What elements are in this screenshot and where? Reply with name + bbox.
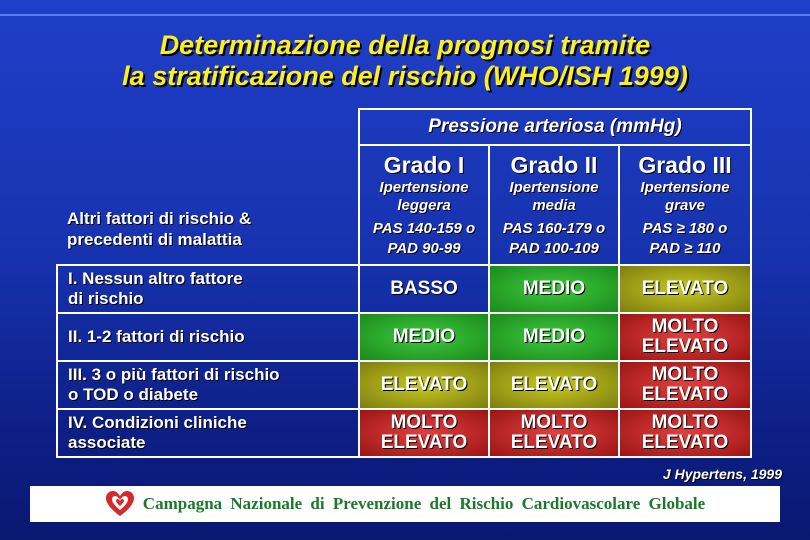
grade-2-name: Grado II <box>510 152 598 178</box>
risk-text: MOLTO <box>651 412 719 433</box>
table-row <box>57 313 751 361</box>
grade-1-pres2: PAD 90-99 <box>387 240 461 257</box>
grade-3-pres2: PAD ≥ 110 <box>649 240 721 257</box>
risk-cell-1-2 <box>489 265 619 313</box>
row-3-label-line-1: III. 3 o più fattori di rischio <box>68 365 280 384</box>
footer-banner <box>30 486 780 522</box>
table-row <box>57 409 751 457</box>
risk-cell-1-3 <box>619 265 751 313</box>
risk-text: MOLTO <box>390 412 458 433</box>
table-row <box>57 265 751 313</box>
grade-3-name: Grado III <box>638 152 732 178</box>
risk-text: MEDIO <box>522 278 586 299</box>
heart-logo-icon <box>105 490 135 518</box>
grade-3-sub1: Ipertensione <box>640 179 730 196</box>
row-4-label-line-2: associate <box>68 433 146 452</box>
grade-1-pres1: PAS 140-159 o <box>372 220 476 237</box>
grade-3-pres1: PAS ≥ 180 o <box>642 220 728 237</box>
risk-text: BASSO <box>390 278 458 299</box>
title-line-1: Determinazione della prognosi tramite <box>159 30 651 60</box>
slide-title <box>0 30 810 92</box>
grade-1-sub1: Ipertensione <box>379 179 469 196</box>
grade-1-header <box>359 145 489 265</box>
risk-text: ELEVATO <box>380 374 468 395</box>
risk-cell-2-1 <box>359 313 489 361</box>
risk-table <box>56 108 752 458</box>
risk-cell-3-1 <box>359 361 489 409</box>
grade-2-sub2: media <box>532 197 576 214</box>
risk-text: MOLTO <box>651 364 719 385</box>
risk-text-2: ELEVATO <box>510 432 598 453</box>
risk-text: ELEVATO <box>641 278 729 299</box>
risk-text: MOLTO <box>651 316 719 337</box>
risk-text-2: ELEVATO <box>641 384 729 405</box>
risk-text: ELEVATO <box>510 374 598 395</box>
pressure-header: Pressione arteriosa (mmHg) <box>359 109 751 145</box>
risk-cell-3-3 <box>619 361 751 409</box>
corner-label <box>57 145 359 265</box>
risk-cell-4-3 <box>619 409 751 457</box>
risk-text-2: ELEVATO <box>641 336 729 357</box>
grade-3-sub2: grave <box>664 197 706 214</box>
row-3-label-line-2: o TOD o diabete <box>68 385 199 404</box>
grade-2-header <box>489 145 619 265</box>
grade-2-sub1: Ipertensione <box>509 179 599 196</box>
title-line-2: la stratificazione del rischio (WHO/ISH 1999) <box>122 61 688 91</box>
risk-cell-4-1 <box>359 409 489 457</box>
grade-3-header <box>619 145 751 265</box>
risk-cell-2-2 <box>489 313 619 361</box>
grade-1-name: Grado I <box>383 152 465 178</box>
grade-2-pres2: PAD 100-109 <box>509 240 599 257</box>
grade-1-sub2: leggera <box>397 197 451 214</box>
corner-label-line-2: precedenti di malattia <box>67 230 242 249</box>
row-1-label-line-1: I. Nessun altro fattore <box>68 269 243 288</box>
table-row <box>57 361 751 409</box>
risk-cell-2-3 <box>619 313 751 361</box>
row-3-label <box>57 361 359 409</box>
risk-cell-1-1 <box>359 265 489 313</box>
top-divider <box>0 14 810 16</box>
risk-text: MEDIO <box>392 326 456 347</box>
row-2-label-line-1: II. 1-2 fattori di rischio <box>68 327 245 346</box>
row-2-label <box>57 313 359 361</box>
corner-label-line-1: Altri fattori di rischio & <box>67 209 252 228</box>
risk-text: MOLTO <box>520 412 588 433</box>
risk-cell-3-2 <box>489 361 619 409</box>
row-1-label-line-2: di rischio <box>68 289 144 308</box>
risk-text: MEDIO <box>522 326 586 347</box>
risk-cell-4-2 <box>489 409 619 457</box>
risk-text-2: ELEVATO <box>641 432 729 453</box>
citation: J Hypertens, 1999 <box>662 466 782 482</box>
row-4-label <box>57 409 359 457</box>
row-4-label-line-1: IV. Condizioni cliniche <box>68 413 247 432</box>
footer-text: Campagna Nazionale di Prevenzione del Rischio Cardiovascolare Globale <box>142 494 706 513</box>
risk-text-2: ELEVATO <box>380 432 468 453</box>
empty-corner-top <box>57 109 359 145</box>
row-1-label <box>57 265 359 313</box>
grade-2-pres1: PAS 160-179 o <box>502 220 606 237</box>
